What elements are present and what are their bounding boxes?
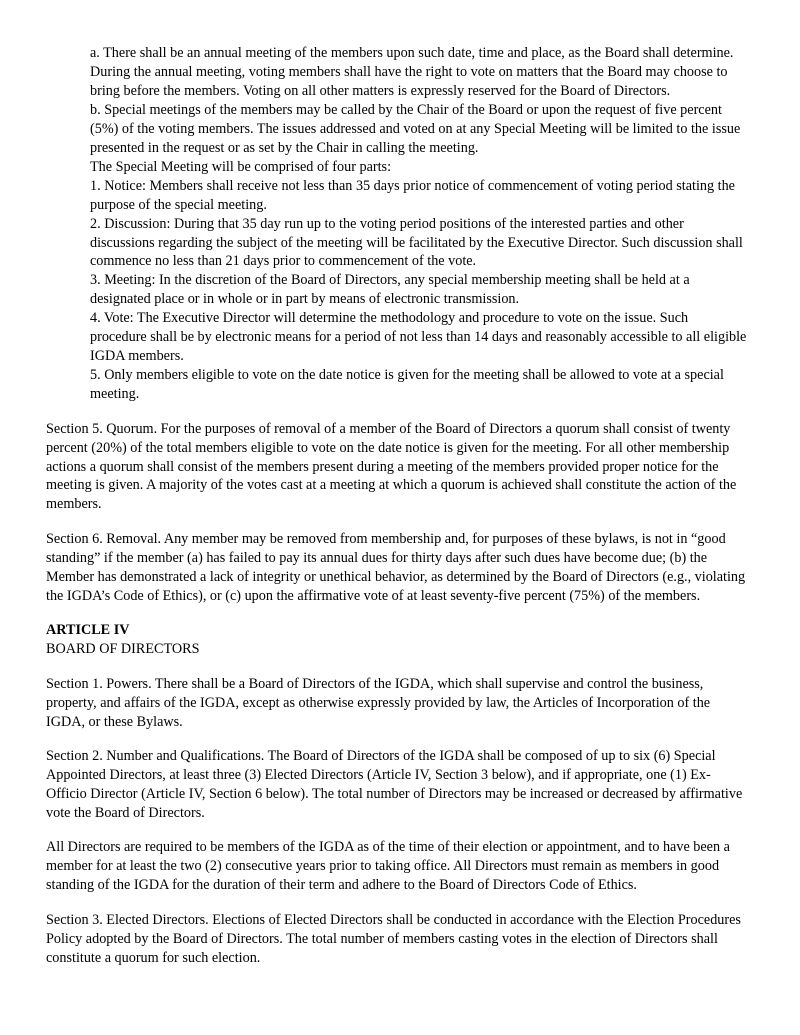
- clause-2-discussion: 2. Discussion: During that 35 day run up to the voting period positions of the interested parties and other discussions regarding the subject of the meeting will be facilitated by the Executive Director. Such discussion shall commence no less than 21 days prior to commencement of the vote.: [90, 215, 743, 270]
- clause-5-eligibility: 5. Only members eligible to vote on the date notice is given for the meeting shall be allowed to vote at a special meeting.: [90, 367, 724, 403]
- indented-clause-list: [90, 44, 748, 404]
- section-1-powers: Section 1. Powers. There shall be a Board of Directors of the IGDA, which shall supervise and control the business, property, and affairs of the IGDA, except as otherwise expressly provided by law, the Articles of Incorporation of the IGDA, or these Bylaws.: [46, 675, 711, 730]
- clause-b: b. Special meetings of the members may be called by the Chair of the Board or upon the request of five percent (5%) of the voting members. The issues addressed and voted on at any Special Meeting will be limited to the issue presented in the request or as set by the Chair in calling the meeting.: [90, 101, 741, 156]
- article-subheading: BOARD OF DIRECTORS: [46, 641, 200, 658]
- spacer: [46, 731, 748, 747]
- clause-4-vote: 4. Vote: The Executive Director will determine the methodology and procedure to vote on the issue. Such procedure shall be by electronic means for a period of not less than 14 days and reasonably accessible to all eligible IGDA members.: [90, 310, 747, 365]
- article-heading: ARTICLE IV: [46, 622, 130, 639]
- spacer: [46, 659, 748, 675]
- special-meeting-intro: The Special Meeting will be comprised of four parts:: [90, 158, 392, 175]
- spacer: [46, 823, 748, 839]
- spacer: [46, 514, 748, 530]
- clause-1-notice: 1. Notice: Members shall receive not less than 35 days prior notice of commencement of voting period stating the purpose of the special meeting.: [90, 177, 735, 213]
- spacer: [46, 404, 748, 420]
- spacer: [46, 895, 748, 911]
- spacer: [46, 606, 748, 622]
- section-5-quorum: Section 5. Quorum. For the purposes of removal of a member of the Board of Directors a quorum shall consist of twenty percent (20%) of the total members eligible to vote on the date notice is given for the meeting. For all other membership actions a quorum shall consist of the members present during a meeting of the members provided proper notice for the meeting is given. A majority of the votes cast at a meeting at which a quorum is achieved shall constitute the action of the members.: [46, 420, 737, 513]
- clause-3-meeting: 3. Meeting: In the discretion of the Board of Directors, any special membership meeting shall be held at a designated place or in whole or in part by means of electronic transmission.: [90, 272, 690, 308]
- clause-a: a. There shall be an annual meeting of the members upon such date, time and place, as the Board shall determine. During the annual meeting, voting members shall have the right to vote on matters that the Board may choose to bring before the members. Voting on all other matters is expressly reserved for the Board of Directors.: [90, 45, 734, 99]
- section-3-elected-directors: Section 3. Elected Directors. Elections of Elected Directors shall be conducted in accordance with the Election Procedures Policy adopted by the Board of Directors. The total number of members casting votes in the election of Directors shall constitute a quorum for such election.: [46, 911, 741, 966]
- section-2-number-qualifications: Section 2. Number and Qualifications. The Board of Directors of the IGDA shall be composed of up to six (6) Special Appointed Directors, at least three (3) Elected Directors (Article IV, Section 3 below), and if appropriate, one (1) Ex-Officio Director (Article IV, Section 6 below). The total number of Directors may be increased or decreased by affirmative vote the Board of Directors.: [46, 747, 743, 821]
- director-membership-requirements: All Directors are required to be members of the IGDA as of the time of their election or appointment, and to have been a member for at least the two (2) consecutive years prior to taking office. All Directors must remain as members in good standing of the IGDA for the duration of their term and adhere to the Board of Directors Code of Ethics.: [46, 839, 730, 894]
- section-6-removal: Section 6. Removal. Any member may be removed from membership and, for purposes of these bylaws, is not in “good standing” if the member (a) has failed to pay its annual dues for thirty days after such dues have become due; (b) the Member has demonstrated a lack of integrity or unethical behavior, as determined by the Board of Directors (e.g., violating the IGDA’s Code of Ethics), or (c) upon the affirmative vote of at least seventy-five percent (75%) of the members.: [46, 530, 746, 604]
